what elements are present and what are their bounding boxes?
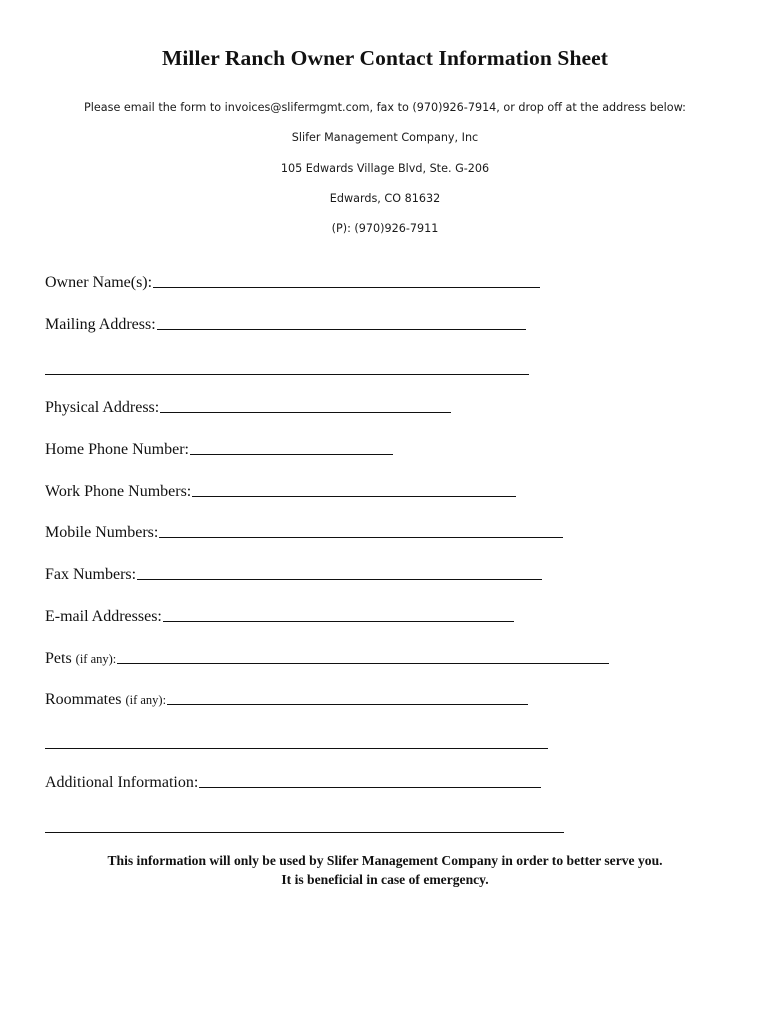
owner-names-input-line[interactable] xyxy=(153,286,540,288)
roommates-label: Roommates xyxy=(45,691,126,708)
pets-field[interactable] xyxy=(45,650,609,668)
footer-note-line-2: It is beneficial in case of emergency. xyxy=(281,872,489,887)
email-addresses-field[interactable] xyxy=(45,608,514,626)
roommates-field[interactable] xyxy=(45,691,528,709)
additional-info-field[interactable] xyxy=(45,774,541,792)
pets-note: (if any): xyxy=(75,652,117,666)
mailing-address-label: Mailing Address: xyxy=(45,316,156,333)
city-state-zip: Edwards, CO 81632 xyxy=(329,192,441,205)
street-address: 105 Edwards Village Blvd, Ste. G-206 xyxy=(280,162,490,175)
owner-names-field[interactable] xyxy=(45,274,540,292)
pets-label: Pets xyxy=(45,650,76,667)
additional-info-input-line[interactable] xyxy=(199,786,541,788)
page-title: Miller Ranch Owner Contact Information Sheet xyxy=(161,46,609,70)
email-addresses-input-line[interactable] xyxy=(163,620,514,622)
home-phone-field[interactable] xyxy=(45,441,393,459)
pets-input-line[interactable] xyxy=(117,662,609,664)
mobile-numbers-label: Mobile Numbers: xyxy=(45,524,159,541)
company-name: Slifer Management Company, Inc xyxy=(291,131,479,144)
fax-numbers-label: Fax Numbers: xyxy=(45,566,137,583)
roommates-note: (if any): xyxy=(125,693,167,707)
mailing-address-input-line[interactable] xyxy=(157,328,526,330)
footer-note-line-1: This information will only be used by Slifer Management Company in order to better serve you. xyxy=(107,853,663,868)
roommates-input-line[interactable] xyxy=(167,703,528,705)
additional-info-label: Additional Information: xyxy=(45,774,199,791)
mailing-address-field[interactable] xyxy=(45,316,526,334)
fax-numbers-field[interactable] xyxy=(45,566,542,584)
email-addresses-label: E-mail Addresses: xyxy=(45,608,162,625)
physical-address-label: Physical Address: xyxy=(45,399,160,416)
roommates-continuation-line[interactable] xyxy=(45,747,548,749)
fax-numbers-input-line[interactable] xyxy=(137,578,542,580)
physical-address-input-line[interactable] xyxy=(160,411,451,413)
mobile-numbers-input-line[interactable] xyxy=(159,536,563,538)
additional-info-continuation-line[interactable] xyxy=(45,831,564,833)
mailing-address-continuation-line[interactable] xyxy=(45,373,529,375)
home-phone-input-line[interactable] xyxy=(190,453,393,455)
submission-instructions: Please email the form to invoices@slifermgmt.com, fax to (970)926-7914, or drop off at the address below: xyxy=(84,101,686,114)
home-phone-label: Home Phone Number: xyxy=(45,441,189,458)
physical-address-field[interactable] xyxy=(45,399,451,417)
work-phones-label: Work Phone Numbers: xyxy=(45,483,192,500)
phone-number: (P): (970)926-7911 xyxy=(331,222,439,235)
work-phones-input-line[interactable] xyxy=(192,495,516,497)
work-phones-field[interactable] xyxy=(45,483,516,501)
owner-names-label: Owner Name(s): xyxy=(45,274,153,291)
mobile-numbers-field[interactable] xyxy=(45,524,563,542)
